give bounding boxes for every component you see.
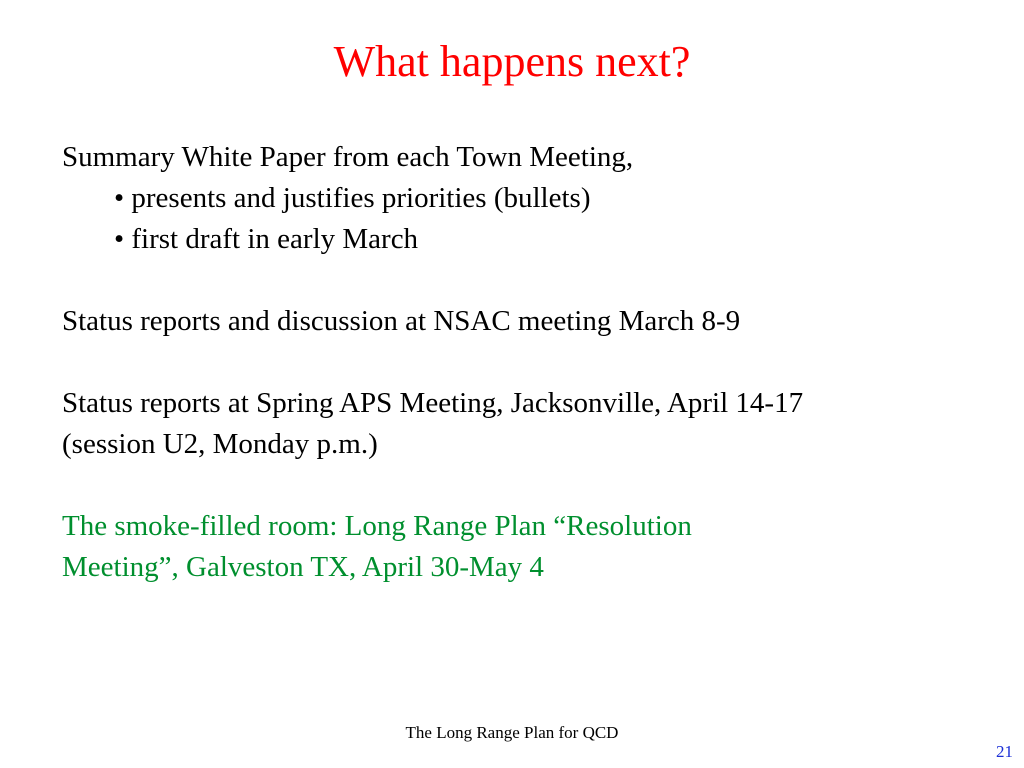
slide-body: [62, 137, 962, 588]
slide-footer: The Long Range Plan for QCD: [405, 723, 619, 742]
paragraph-spacer: [62, 465, 962, 506]
page-number: 21: [996, 742, 1013, 761]
paragraph-spacer: [62, 260, 962, 301]
aps-status-line-1: Status reports at Spring APS Meeting, Jacksonville, April 14-17: [62, 387, 804, 419]
slide-title: What happens next?: [333, 37, 691, 86]
resolution-meeting-line-1: The smoke-filled room: Long Range Plan “Resolution: [62, 510, 692, 542]
aps-status-line-2: (session U2, Monday p.m.): [62, 428, 378, 460]
nsac-status: Status reports and discussion at NSAC meeting March 8-9: [62, 305, 741, 337]
summary-bullet: • first draft in early March: [114, 223, 419, 255]
summary-intro: Summary White Paper from each Town Meeting,: [62, 141, 634, 173]
resolution-meeting-line-2: Meeting”, Galveston TX, April 30-May 4: [62, 551, 544, 583]
summary-bullet: • presents and justifies priorities (bullets): [114, 182, 591, 214]
paragraph-spacer: [62, 342, 962, 383]
